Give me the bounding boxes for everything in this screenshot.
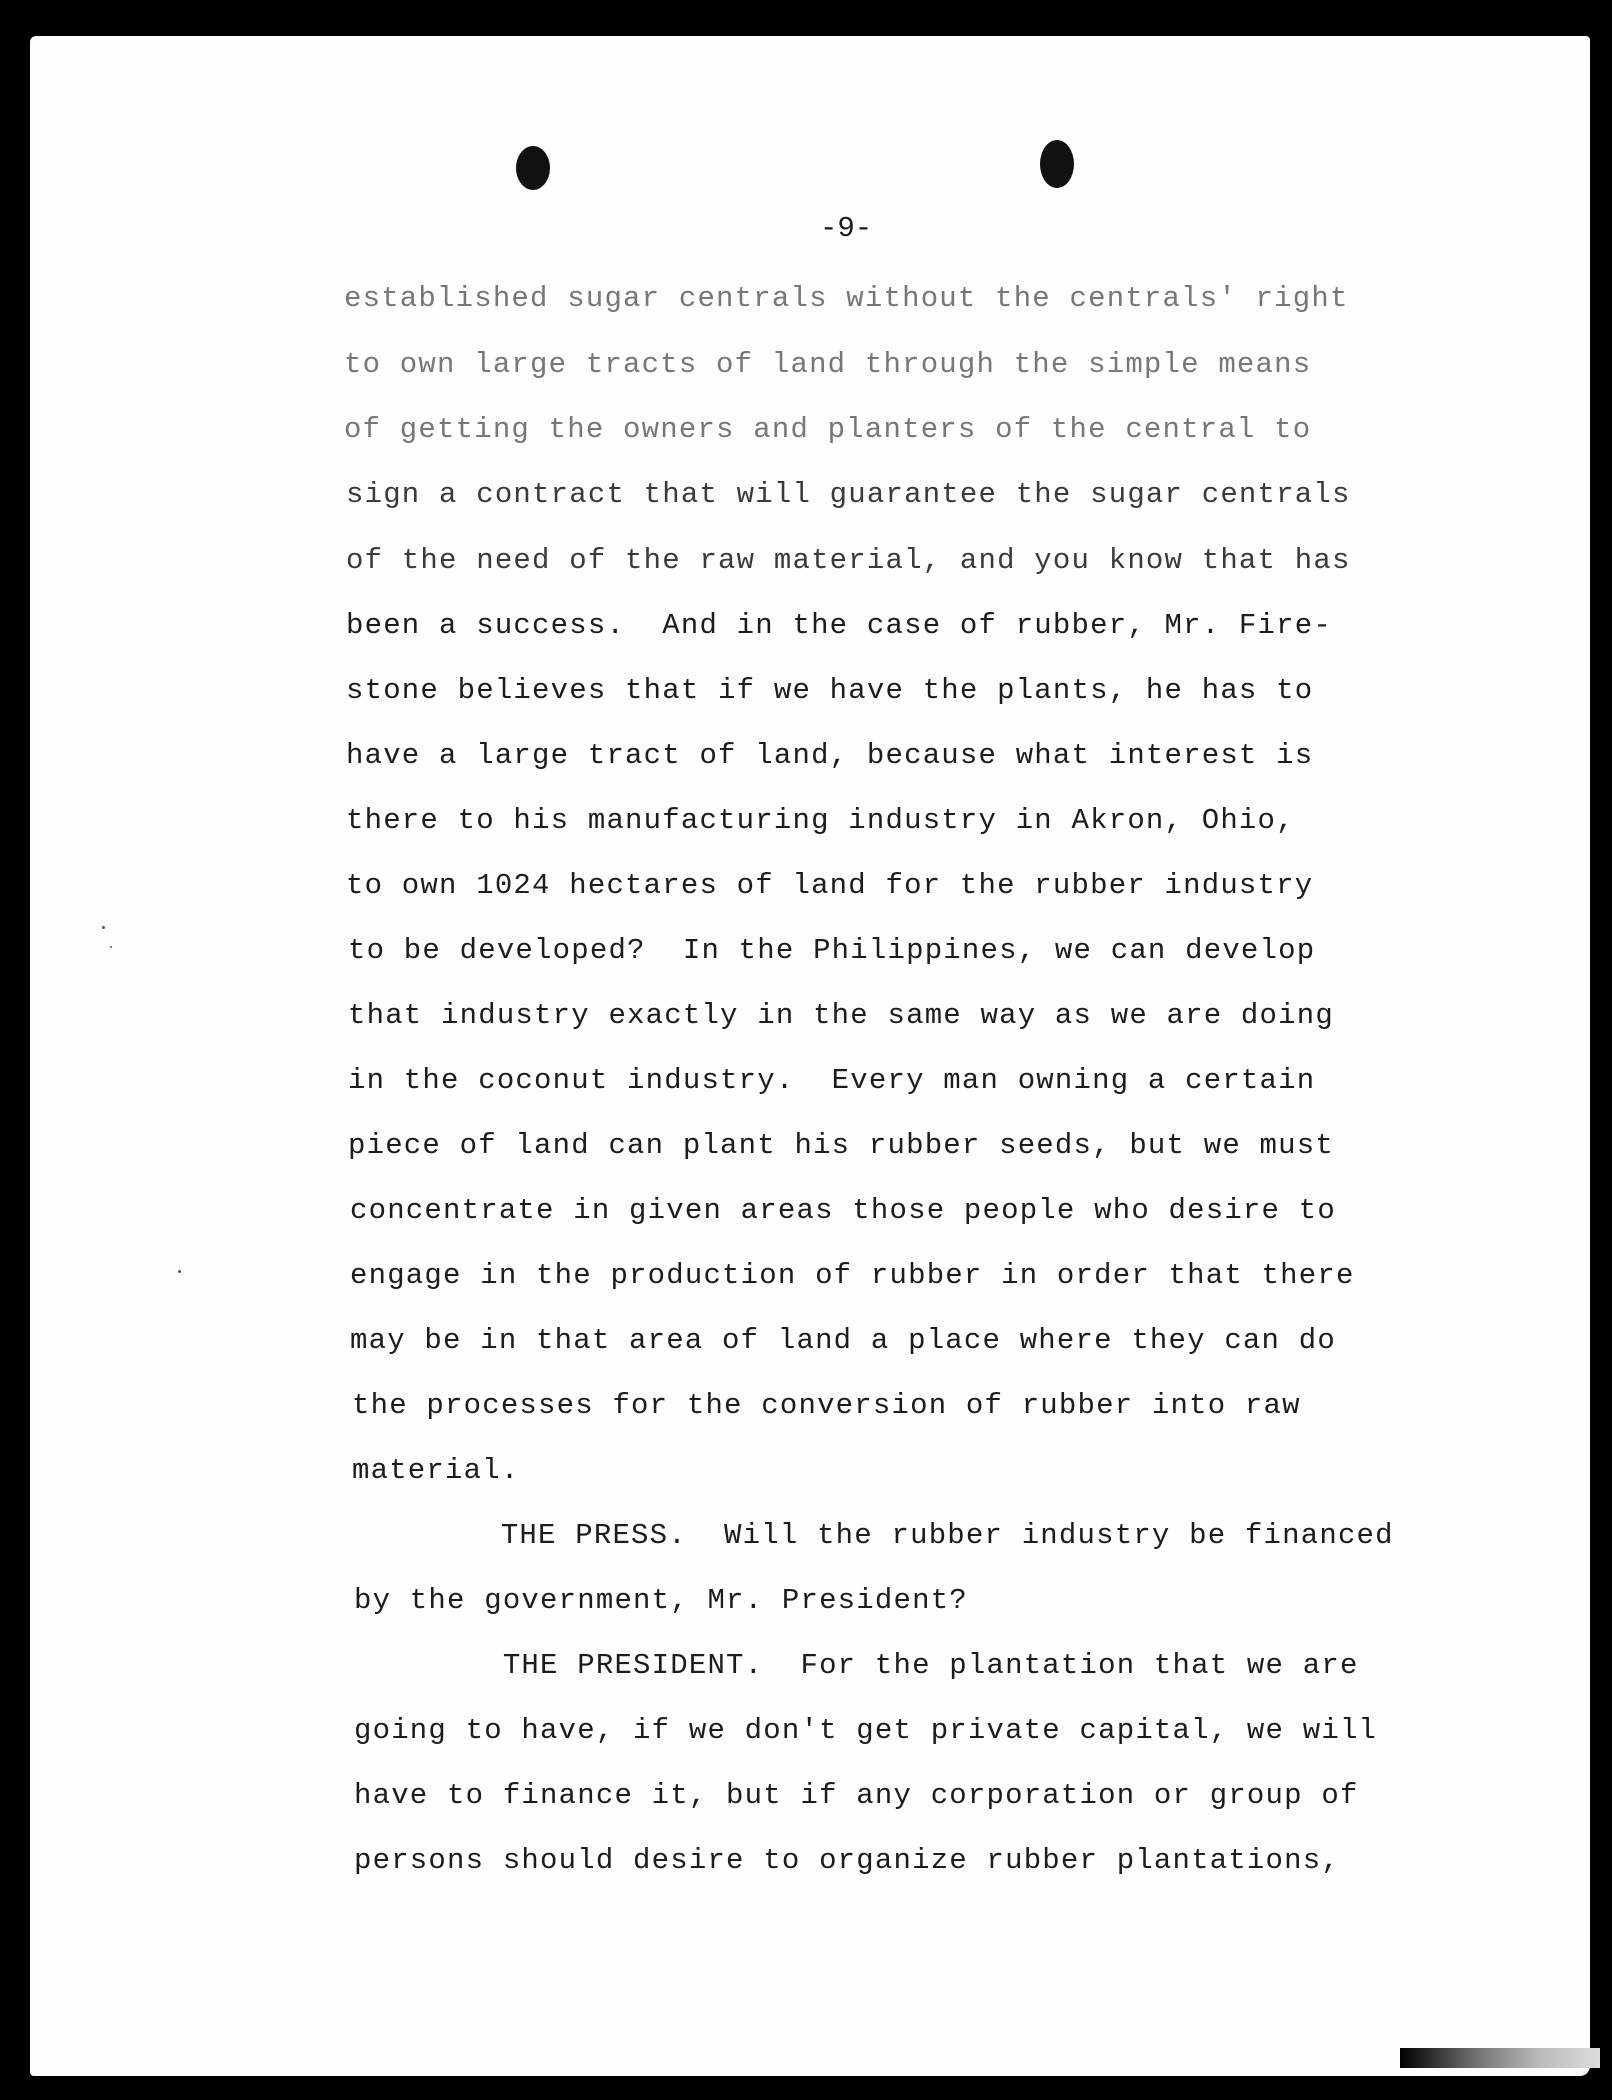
paper-speck [110,946,112,948]
paper-speck [102,926,105,929]
text-line: stone believes that if we have the plants, he has to [346,674,1314,707]
text-line: have a large tract of land, because what interest is [346,739,1314,772]
text-line: have to finance it, but if any corporation or group of [354,1779,1359,1812]
text-line: been a success. And in the case of rubber, Mr. Fire- [346,609,1332,642]
text-line: of the need of the raw material, and you know that has [346,544,1351,577]
text-line: engage in the production of rubber in order that there [350,1259,1355,1292]
paper-speck [178,1270,181,1273]
text-line: to own 1024 hectares of land for the rubber industry [346,869,1314,902]
text-line: established sugar centrals without the centrals' right [344,282,1349,315]
text-line: material. [352,1454,520,1487]
speaker-line-president: THE PRESIDENT. For the plantation that we are [354,1649,1359,1682]
text-line: that industry exactly in the same way as we are doing [348,999,1334,1032]
text-line: by the government, Mr. President? [354,1584,968,1617]
text-line: persons should desire to organize rubber plantations, [354,1844,1340,1877]
text-line: of getting the owners and planters of the central to [344,413,1312,446]
text-line: concentrate in given areas those people who desire to [350,1194,1336,1227]
document-page [30,36,1590,2076]
body-text [30,36,1590,2076]
text-line: to own large tracts of land through the simple means [344,348,1312,381]
text-line: sign a contract that will guarantee the sugar centrals [346,478,1351,511]
text-line: the processes for the conversion of rubber into raw [352,1389,1301,1422]
speaker-line-press: THE PRESS. Will the rubber industry be financed [352,1519,1394,1552]
text-line: going to have, if we don't get private capital, we will [354,1714,1378,1747]
page-number: -9- [820,212,873,245]
text-line: may be in that area of land a place where they can do [350,1324,1336,1357]
text-line: in the coconut industry. Every man owning a certain [348,1064,1316,1097]
text-line: to be developed? In the Philippines, we can develop [348,934,1316,967]
text-line: piece of land can plant his rubber seeds, but we must [348,1129,1334,1162]
scan-edge-artifact [1400,2048,1600,2068]
text-line: there to his manufacturing industry in Akron, Ohio, [346,804,1295,837]
